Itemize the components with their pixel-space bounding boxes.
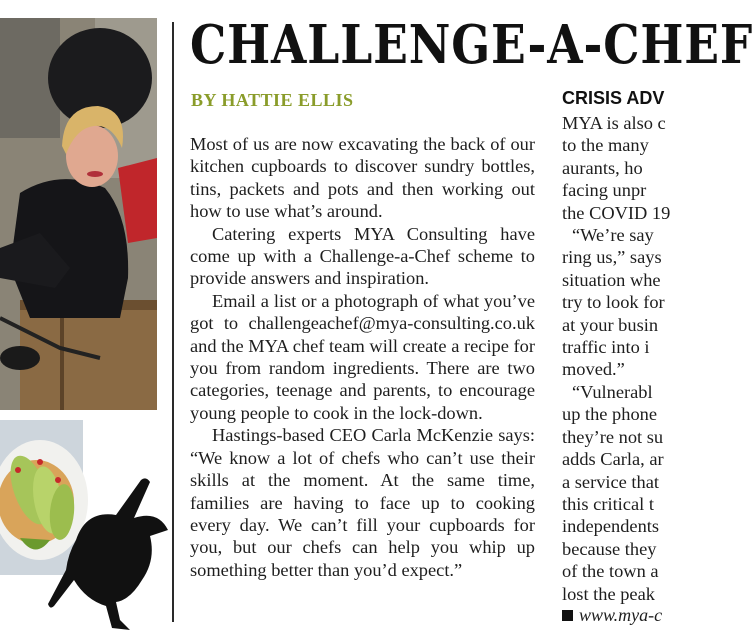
right-column-line: MYA is also c	[562, 113, 666, 133]
right-column-line: at your busin	[562, 314, 659, 335]
article-paragraph: Hastings-based CEO Carla McKenzie says: “We know a lot of chefs who can’t use their skills at the moment. At the same time, families are having to face up to cooking every day. We can’t fill your cupboards for you, but our chefs can help you whip up something better than you’d expect.”	[190, 425, 535, 580]
right-column-line: aurants, ho	[562, 157, 643, 178]
article-paragraph: Catering experts MYA Consulting have come up with a Challenge-a-Chef scheme to provide answers and inspiration.	[190, 223, 535, 289]
right-column-line: the COVID 19	[562, 202, 671, 223]
headline: CHALLENGE-A-CHEF	[190, 14, 753, 76]
column-divider	[172, 22, 174, 622]
right-column-line: they’re not su	[562, 426, 664, 447]
right-column-line: to the many	[562, 135, 649, 156]
byline: BY HATTIE ELLIS	[191, 90, 354, 110]
right-column-line: moved.”	[562, 359, 625, 380]
bird-silhouette-icon	[46, 470, 178, 640]
right-column-line: because they	[562, 538, 657, 559]
right-column-line: situation whe	[562, 269, 661, 290]
right-column-line: a service that	[562, 471, 660, 492]
right-column-line: try to look for	[562, 292, 665, 313]
right-column-line: lost the peak	[562, 583, 655, 604]
right-column-line: facing unpr	[562, 180, 647, 201]
right-column-line: traffic into i	[562, 337, 650, 358]
crisis-subhead: CRISIS ADV	[562, 88, 665, 108]
right-column-line: this critical t	[562, 493, 654, 514]
right-column-lines	[562, 112, 670, 605]
right-column-line: independents	[562, 516, 660, 537]
right-column-line: of the town a	[562, 561, 659, 582]
right-column-line: adds Carla, ar	[562, 449, 664, 470]
bullet-square-icon	[562, 610, 573, 621]
right-column-line: “We’re say	[572, 225, 654, 246]
right-column-line: up the phone	[562, 404, 657, 425]
website-url: www.mya-c	[579, 605, 663, 625]
article-body	[190, 133, 535, 581]
right-column-line: ring us,” says	[562, 247, 662, 268]
right-column-line: “Vulnerabl	[572, 381, 653, 402]
article-paragraph: Email a list or a photograph of what you’ve got to challengeachef@mya-consulting.co.uk and the MYA chef team will create a recipe for you from random ingredients. There are two categories, teenage and parents, to encourage young people to cook in the lock-down.	[190, 290, 535, 423]
portrait-photo	[0, 18, 157, 410]
website-link[interactable]	[562, 604, 662, 626]
article-paragraph: Most of us are now excavating the back of our kitchen cupboards to discover sundry bottles, tins, packets and pots and then working out how to use what’s around.	[190, 134, 535, 222]
right-column	[562, 87, 670, 643]
